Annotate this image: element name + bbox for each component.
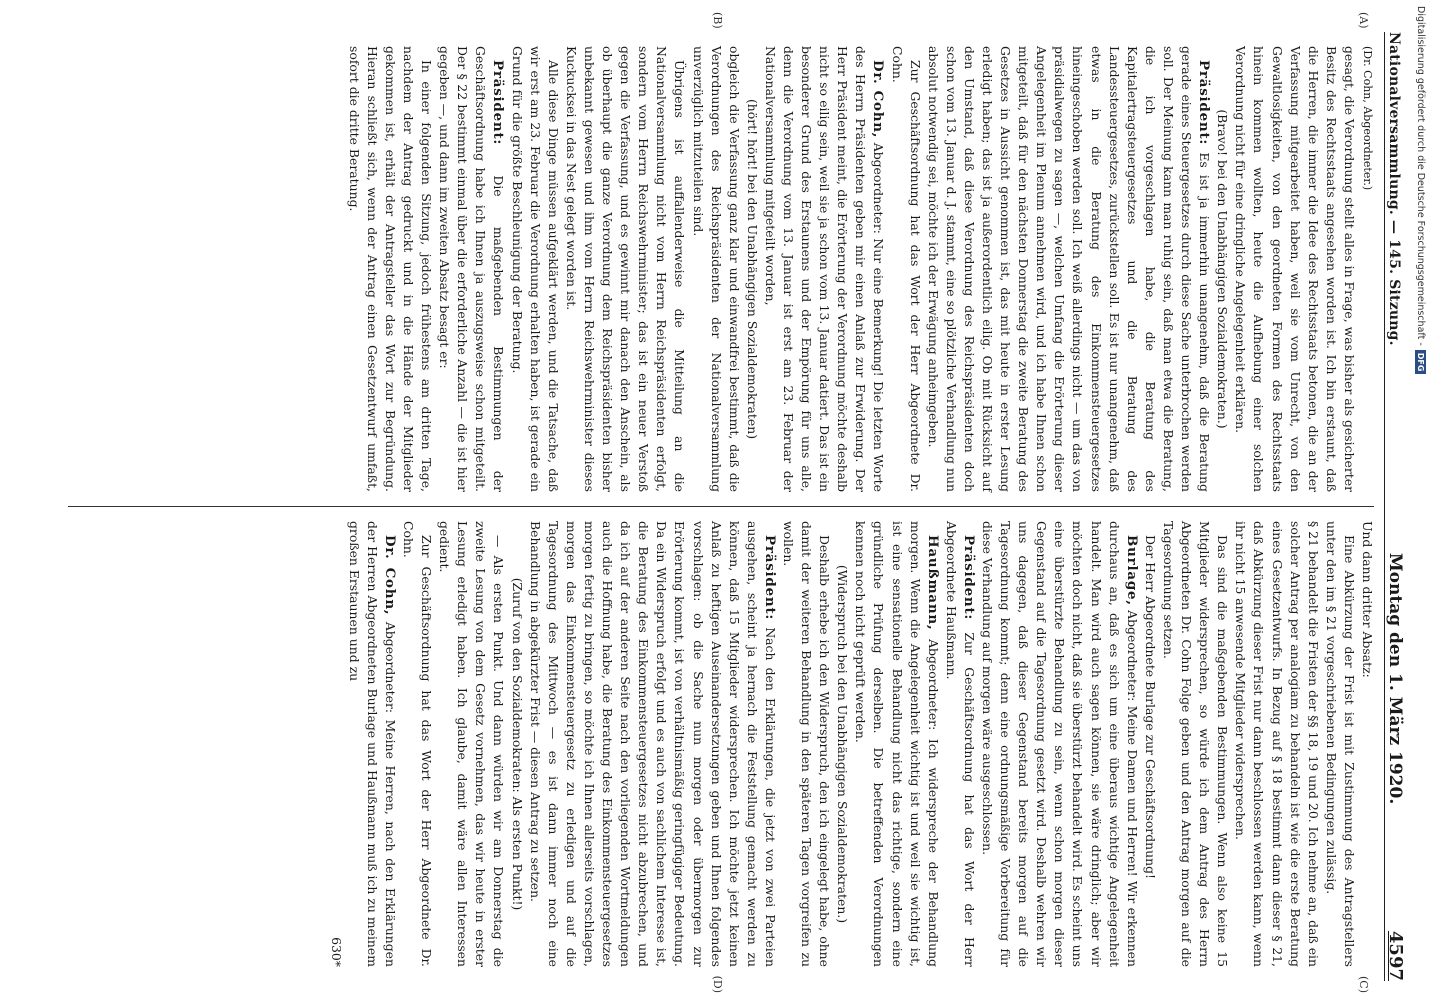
margin-marker-d: (D) (711, 975, 724, 993)
paragraph (435, 521, 507, 967)
paragraph-text: Abgeordneter: Nur eine Bemerkung! Die letzten Worte des Herrn Präsidenten geben mir einen Anlaß zur Erwiderung. Der Herr Präsident meint, die Erörterung der Verordnung möchte deshalb nicht so eilig sein, weil sie ja schon vom 13. Januar datiert. Das ist ein besonderer Grund des Erstaunens und der Empörung für uns alle, denn die Verordnung vom 13. Januar ist erst am 23. Februar der Nationalversammlung mitgeteilt worden, (762, 46, 887, 492)
paragraph (887, 46, 923, 492)
paragraph-text: Der Herr Abgeordnete Burlage zur Geschäftsordnung! (1142, 535, 1158, 879)
column-right (68, 507, 1376, 981)
paragraph (327, 521, 345, 967)
paragraph (779, 521, 833, 967)
speaker-name: Dr. Cohn, (381, 535, 398, 616)
speaker-name: Haußmann, (924, 535, 941, 631)
header-date: Montag den 1. März 1920. (1385, 552, 1405, 805)
paragraph (851, 521, 941, 967)
paragraph-text: Zur Geschäftsordnung hat das Wort der Herr Abgeordnete Haußmann. (943, 521, 977, 967)
paragraph-text: Abgeordneter: Meine Herren, nach den Erklärungen der Herren Abgeordneten Burlage und Haußmann muß ich zu meinem großen Erstaunen und zu (346, 521, 398, 967)
speaker-name: Burlage, (1123, 535, 1140, 606)
paragraph (1358, 46, 1376, 492)
paragraph (1231, 46, 1358, 492)
dfg-logo: DFG (1416, 350, 1427, 375)
paragraph-text: Übrigens ist auffallenderweise die Mitteilung an die Nationalversammlung nicht vom Herrn Reichspräsidenten erfolgt, sondern vom Herrn Reichswehrminister; das ist ein neuer Verstoß gegen die Verfassung, und es gewinnt mir danach den Anschein, als ob überhaupt die ganze Verordnung dem Reichspräsidenten bisher unbekannt gewesen und ihm vom Herrn Reichswehrminister dieses Kuckucksei in das Nest gelegt worden ist. (563, 46, 688, 492)
paragraph (1358, 521, 1376, 967)
paragraph (345, 46, 435, 492)
paragraph (508, 521, 526, 967)
header-assembly-session: Nationalversammlung. — 145. Sitzung. (1386, 32, 1402, 346)
paragraph (1231, 521, 1321, 967)
column-left (68, 32, 1376, 506)
paragraph-text: Es ist ja immerhin unangenehm, daß die Beratung gerade eines Steuergesetzes durch diese Sache unterbrochen werden soll. Der Meinung kann man ruhig sein, daß man etwa die Beratung, die ich vorgeschlagen habe, die Beratung des Kapitalertragsteuergesetzes und die Beratung des Landessteuergesetzes, zurückstellen soll. Es ist nur unangenehm, daß etwas in die Beratung des Einkommensteuergesetzes hineingeschoben werden soll. Ich weiß allerdings nicht — um das von präsidialwegen zu sagen —, welchen Umfang die Erörterung dieser Angelegenheit im Plenum annehmen wird, und ich habe Ihnen schon mitgeteilt, daß für den nächsten Donnerstag die zweite Beratung des Gesetzes in Aussicht genommen ist, das mit heute in erster Lesung erledigt haben; das ist ja außerordentlich eilig. Ob mit Rücksicht auf den Umstand, daß diese Verordnung des Reichspräsidenten doch schon vom 13. Januar d. J. stammt, eine so plötzliche Verhandlung nun absolut notwendig sei, möchte ich der Erwägung anheimgeben. (925, 46, 1213, 492)
paragraph-text: Zur Geschäftsordnung hat das Wort der Herr Abgeordnete Dr. Cohn. (401, 521, 435, 967)
paragraph (942, 521, 978, 967)
speaker-name: Präsident: (761, 535, 778, 621)
paragraph-text: Die maßgebenden Bestimmungen der Geschäftsordnung habe ich Ihnen ja auszugsweise schon mitgeteilt. Der § 22 bestimmt einmal über die erforderliche Anzahl — die ist hier gegeben —, und dann im zweiten Absatz besagt er: (437, 46, 507, 492)
margin-marker-c: (C) (1357, 976, 1370, 993)
paragraph (761, 46, 888, 492)
paragraph-text: Das sind die maßgebenden Bestimmungen. Wenn also keine 15 Mitglieder widersprechen, so würde ich dem Antrag des Herrn Abgeordneten Dr. Cohn Folge geben und den Antrag morgen auf die Tagesordnung setzen. (1160, 521, 1231, 967)
speaker-name: Präsident: (1196, 60, 1213, 146)
page-number: 4597 (1385, 930, 1406, 981)
paragraph (924, 46, 1214, 492)
digitization-credit (1410, 6, 1432, 996)
page-header (1384, 32, 1410, 981)
paragraph-text: (Bravo! bei den Unabhängigen Sozialdemokraten.) (1215, 109, 1231, 429)
paragraph (1159, 521, 1231, 967)
speaker-name: Präsident: (490, 60, 507, 146)
speaker-name: Dr. Cohn, (870, 60, 887, 139)
paragraph (978, 521, 1141, 967)
credit-text: Digitalisierung gefördert durch die Deutsche Forschungsgemeinschaft - (1415, 6, 1427, 346)
paragraph-text: (hört! hört! bei den Unabhängigen Sozialdemokraten) (744, 98, 760, 440)
paragraph-text: obgleich die Verfassung ganz klar und einwandfrei bestimmt, daß die Verordnungen des Reichspräsidenten der Nationalversammlung unverzüglich mitzuteilen sind. (690, 46, 742, 492)
paragraph-text: In einer folgenden Sitzung, jedoch frühestens am dritten Tage, nachdem der Antrag gedruckt und in die Hände der Mitglieder gekommen ist, erhält der Antragsteller das Wort zur Begründung. Hieran schließt sich, wenn der Antrag einen Gesetzentwurf umfaßt, sofort die dritte Beratung. (346, 46, 435, 492)
paragraph-text: Deshalb erhebe ich den Widerspruch, den ich eingelegt habe, ohne damit der weiteren Behandlung in den späteren Tagen vorgreifen zu wollen. (781, 521, 833, 967)
paragraph-text: Zur Geschäftsordnung hat das Wort der Herr Abgeordnete Dr. Cohn. (889, 46, 923, 492)
margin-marker-a: (A) (1357, 12, 1370, 29)
paragraph (1141, 521, 1159, 967)
paragraph-text: gesagt, die Verordnung stellt alles in Frage, was bisher als gesicherter Besitz des Rechtsstaats angesehen worden ist. Ich bin erstaunt, daß die Herren, die immer die Idee des Rechtsstaats betonen, die an der Verfassung mitgearbeitet haben, weil sie vom Unrecht, von den Gewaltlosigkeiten, von den geordneten Formen des Rechtsstaats hinein kommen wollten, heute die Aufhebung einer solchen Verordnung nicht für eine dringliche Angelegenheit erklären. (1233, 46, 1357, 492)
margin-marker-b: (B) (711, 12, 724, 29)
paragraph-text: Abgeordneter: Ich widerspreche der Behandlung morgen. Wenn die Angelegenheit wichtig ist und weil sie wichtig ist, ist eine sensationelle Behandlung nicht das richtige, sondern eine gründliche Prüfung derselben. Die betreffenden Verordnungen kennen noch nicht geprüft werden. (853, 521, 941, 967)
paragraph (508, 46, 562, 492)
paragraph-text: (Dr. Cohn, Abgeordneter.) (1361, 46, 1374, 191)
paragraph (399, 521, 435, 967)
paragraph-text: 630* (328, 937, 344, 967)
paragraph (345, 521, 399, 967)
paragraph-text: Nach den Erklärungen, die jetzt von zwei Parteien ausgehen, scheint ja hernach die Feststellung gemacht werden zu können, daß 15 Mitglieder widersprechen. Ich möchte jetzt keinen Anlaß zu heftigen Auseinandersetzungen geben und Ihnen folgendes vorschlagen: ob die Sache nun morgen oder übermorgen zur Erörterung kommt, ist von verhältnismäßig geringfügiger Bedeutung. Da ein Widerspruch erfolgt und es auch von sachlichem Interesse ist, die Beratung des Einkommensteuergesetzes nicht abzubrechen, und da ich auf der anderen Seite nach den vorliegenden Wortmeldungen auch die Hoffnung habe, die Beratung des Einkommensteuergesetzes morgen fertig zu bringen, so möchte ich Ihnen allerseits vorschlagen, morgen das Einkommensteuergesetz zu erledigen und auf die Tagesordnung des Mittwoch — es ist dann immer noch eine Behandlung in abgekürzter Frist — diesen Antrag zu setzen. (527, 521, 778, 967)
speaker-name: Präsident: (960, 535, 977, 621)
paragraph (688, 46, 742, 492)
paragraph (1213, 46, 1231, 492)
paragraph-text: Eine Abkürzung der Frist ist mit Zustimmung des Antragstellers unter den im § 21 vorgeschriebenen Bedingungen zulässig. (1323, 521, 1357, 967)
paragraph-text: Alle diese Dinge müssen aufgeklärt werden, und die Tatsache, daß wir erst am 23. Februar die Verordnung erhalten haben, ist gerade ein Grund für die größte Beschleunigung der Beratung. (509, 46, 561, 492)
rotated-page-content (40, 10, 1410, 995)
paragraph-text: Und dann dritter Absatz: (1360, 521, 1375, 678)
paragraph-text: (Zuruf von den Sozialdemokraten: Als ersten Punkt!) (509, 577, 525, 911)
text-columns (68, 12, 1384, 993)
paragraph-text: § 21 behandelt die Fristen der §§ 18, 19 und 20. Ich nehme an, daß ein solcher Antrag per analogiam zu behandeln ist wie die erste Beratung eines Gesetzentwurfs. In Bezug auf § 18 bestimmt dann dieser § 21, daß Abkürzung dieser Frist nur dann beschlossen werden kann, wenn ihr nicht 15 anwesende Mitglieder widersprechen. (1233, 521, 1321, 967)
paragraph-text: Abgeordneter: Meine Damen und Herren! Wir erkennen durchaus an, daß es sich um eine überaus wichtige Angelegenheit handelt. Man wird auch sagen können, sie wäre dringlich; aber wir möchten doch nicht, daß sie überstürzt behandelt wird. Es scheint uns eine überstürzte Behandlung zu sein, wenn schon morgen dieser Gegenstand auf die Tagesordnung gesetzt wird. Deshalb wehren wir uns dagegen, daß dieser Gegenstand bereits morgen auf die Tagesordnung kommt; denn eine ordnungsmäßige Vorbereitung für diese Verhandlung auf morgen wäre ausgeschlossen. (980, 521, 1140, 967)
paragraph (562, 46, 689, 492)
paragraph-text: (Widerspruch bei den Unabhängigen Sozialdemokraten.) (835, 564, 851, 924)
paragraph (526, 521, 779, 967)
paragraph (743, 46, 761, 492)
paragraph (1322, 521, 1358, 967)
scanned-page (40, 10, 1410, 995)
paragraph-text: — Als ersten Punkt. Und dann würden wir am Donnerstag die zweite Lesung von dem Gesetz vornehmen, das wir heute in erster Lesung erledigt haben. Ich glaube, damit wäre allen Interessen gedient. (437, 521, 507, 967)
paragraph (833, 521, 851, 967)
paragraph (435, 46, 507, 492)
